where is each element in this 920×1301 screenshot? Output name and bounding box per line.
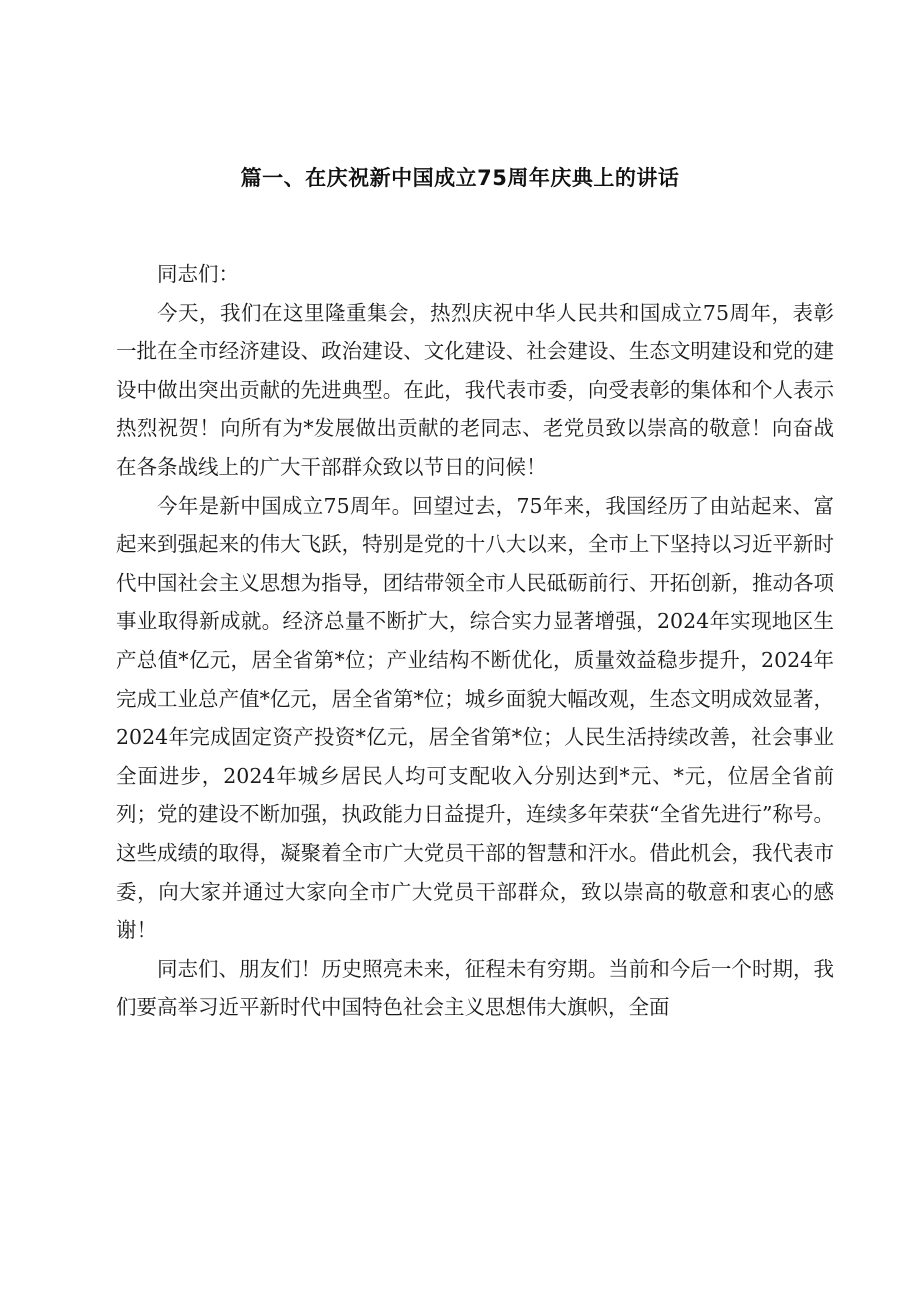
page-title: 篇一、在庆祝新中国成立75周年庆典上的讲话 [240, 166, 680, 190]
paragraph-outlook: 同志们、朋友们！历史照亮未来，征程未有穷期。当前和今后一个时期，我们要高举习近平新时代中国特色社会主义思想伟大旗帜，全面 [116, 956, 834, 1020]
paragraph-opening: 今天，我们在这里隆重集会，热烈庆祝中华人民共和国成立75周年，表彰一批在全市经济建设、政治建设、文化建设、社会建设、生态文明建设和党的建设中做出突出贡献的先进典型。在此，我代表市委，向受表彰的集体和个人表示热烈祝贺！向所有为*发展做出贡献的老同志、老党员致以崇高的敬意！向奋战在各条战线上的广大干部群众致以节日的问候！ [116, 300, 834, 479]
greeting: 同志们： [157, 262, 239, 286]
paragraph-achievements: 今年是新中国成立75周年。回望过去，75年来，我国经历了由站起来、富起来到强起来的伟大飞跃，特别是党的十八大以来，全市上下坚持以习近平新时代中国社会主义思想为指导，团结带领全市人民砥砺前行、开拓创新，推动各项事业取得新成就。经济总量不断扩大，综合实力显著增强，2024年实现地区生产总值*亿元，居全省第*位；产业结构不断优化，质量效益稳步提升，2024年完成工业总产值*亿元，居全省第*位；城乡面貌大幅改观，生态文明成效显著，2024年完成固定资产投资*亿元，居全省第*位；人民生活持续改善，社会事业全面进步，2024年城乡居民人均可支配收入分别达到*元、*元，位居全省前列；党的建设不断加强，执政能力日益提升，连续多年荣获“全省先进行”称号。这些成绩的取得，凝聚着全市广大党员干部的智慧和汗水。借此机会，我代表市委，向大家并通过大家向全市广大党员干部群众，致以崇高的敬意和衷心的感谢！ [116, 493, 834, 943]
speech-body [116, 255, 834, 1027]
